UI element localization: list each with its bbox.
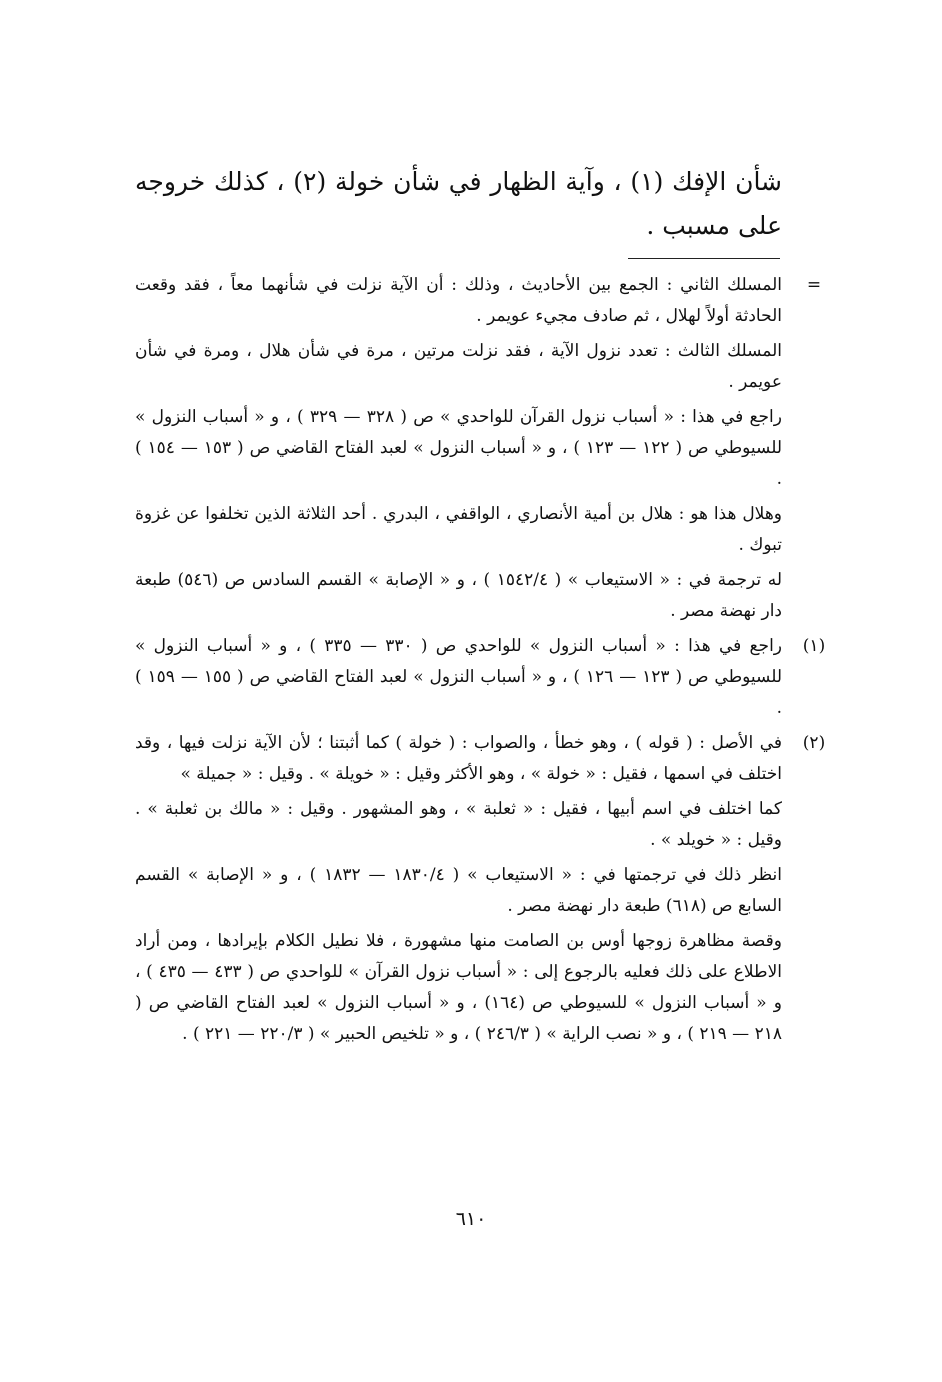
- footnote-paragraph: كما اختلف في اسم أبيها ، فقيل : « ثعلبة » ، وهو المشهور . وقيل : « مالك بن ثعلبة » . وقيل : « خويلد » .: [135, 799, 782, 850]
- footnote-marker: =: [806, 275, 822, 295]
- main-text: شأن الإفك (١) ، وآية الظهار في شأن خولة (٢) ، كذلك خروجه على مسبب .: [135, 167, 783, 240]
- footnote-paragraph: المسلك الثاني : الجمع بين الأحاديث ، وذلك : أن الآية نزلت في شأنهما معاً ، فقد وقعت الحادثة أولاً لهلال ، ثم صادف مجيء عويمر .: [135, 275, 782, 326]
- footnote-paragraph: راجع في هذا : « أسباب نزول القرآن للواحدي » ص ( ٣٢٨ — ٣٢٩ ) ، و « أسباب النزول » للسيوطي ص ( ١٢٢ — ١٢٣ ) ، و « أسباب النزول » لعبد الفتاح القاضي ص ( ١٥٣ — ١٥٤ ) .: [135, 407, 783, 489]
- footnote-paragraph: المسلك الثالث : تعدد نزول الآية ، فقد نزلت مرتين ، مرة في شأن هلال ، ومرة في شأن عويمر .: [135, 341, 782, 392]
- footnotes: [135, 270, 826, 1054]
- footnote-1: [135, 631, 826, 724]
- footnote-paragraph: راجع في هذا : « أسباب النزول » للواحدي ص ( ٣٣٠ — ٣٣٥ ) ، و « أسباب النزول » للسيوطي ص ( ١٢٣ — ١٢٦ ) ، و « أسباب النزول » لعبد الفتاح القاضي ص ( ١٥٥ — ١٥٩ ) .: [135, 636, 783, 718]
- footnote-continuation: [135, 270, 822, 627]
- footnote-marker: (١): [802, 636, 826, 656]
- footnote-separator: [628, 258, 780, 259]
- page-number: ٦١٠: [455, 1208, 487, 1230]
- footnote-paragraph: له ترجمة في : « الاستيعاب » ( ١٥٤٢/٤ ) ، و « الإصابة » القسم السادس ص (٥٤٦) طبعة دار نهضة مصر .: [135, 570, 782, 621]
- footnote-marker: (٢): [802, 733, 826, 753]
- footnote-paragraph: وهلال هذا هو : هلال بن أمية الأنصاري ، الواقفي ، البدري . أحد الثلاثة الذين تخلفوا عن غزوة تبوك .: [135, 504, 782, 555]
- footnote-2: [135, 728, 826, 1050]
- footnote-paragraph: وقصة مظاهرة زوجها أوس بن الصامت منها مشهورة ، فلا نطيل الكلام بإيرادها ، ومن أراد الاطلاع على ذلك فعليه بالرجوع إلى : « أسباب نزول القرآن » للواحدي ص ( ٤٣٣ — ٤٣٥ ) ، و « أسباب النزول » للسيوطي ص (١٦٤) ، و « أسباب النزول » لعبد الفتاح القاضي ص ( ٢١٨ — ٢١٩ ) ، و « نصب الراية » ( ٢٤٦/٣ ) ، و « تلخيص الحبير » ( ٢٢٠/٣ — ٢٢١ ) .: [135, 931, 782, 1044]
- footnote-paragraph: انظر ذلك في ترجمتها في : « الاستيعاب » ( ١٨٣٠/٤ — ١٨٣٢ ) ، و « الإصابة » القسم السابع ص (٦١٨) طبعة دار نهضة مصر .: [135, 865, 782, 916]
- footnote-paragraph: في الأصل : ( قوله ) ، وهو خطأ ، والصواب : ( خولة ) كما أثبتنا ؛ لأن الآية نزلت فيها ، وقد اختلف في اسمها ، فقيل : « خولة » ، وهو الأكثر وقيل : « خويلة » . وقيل : « جميلة »: [135, 733, 782, 784]
